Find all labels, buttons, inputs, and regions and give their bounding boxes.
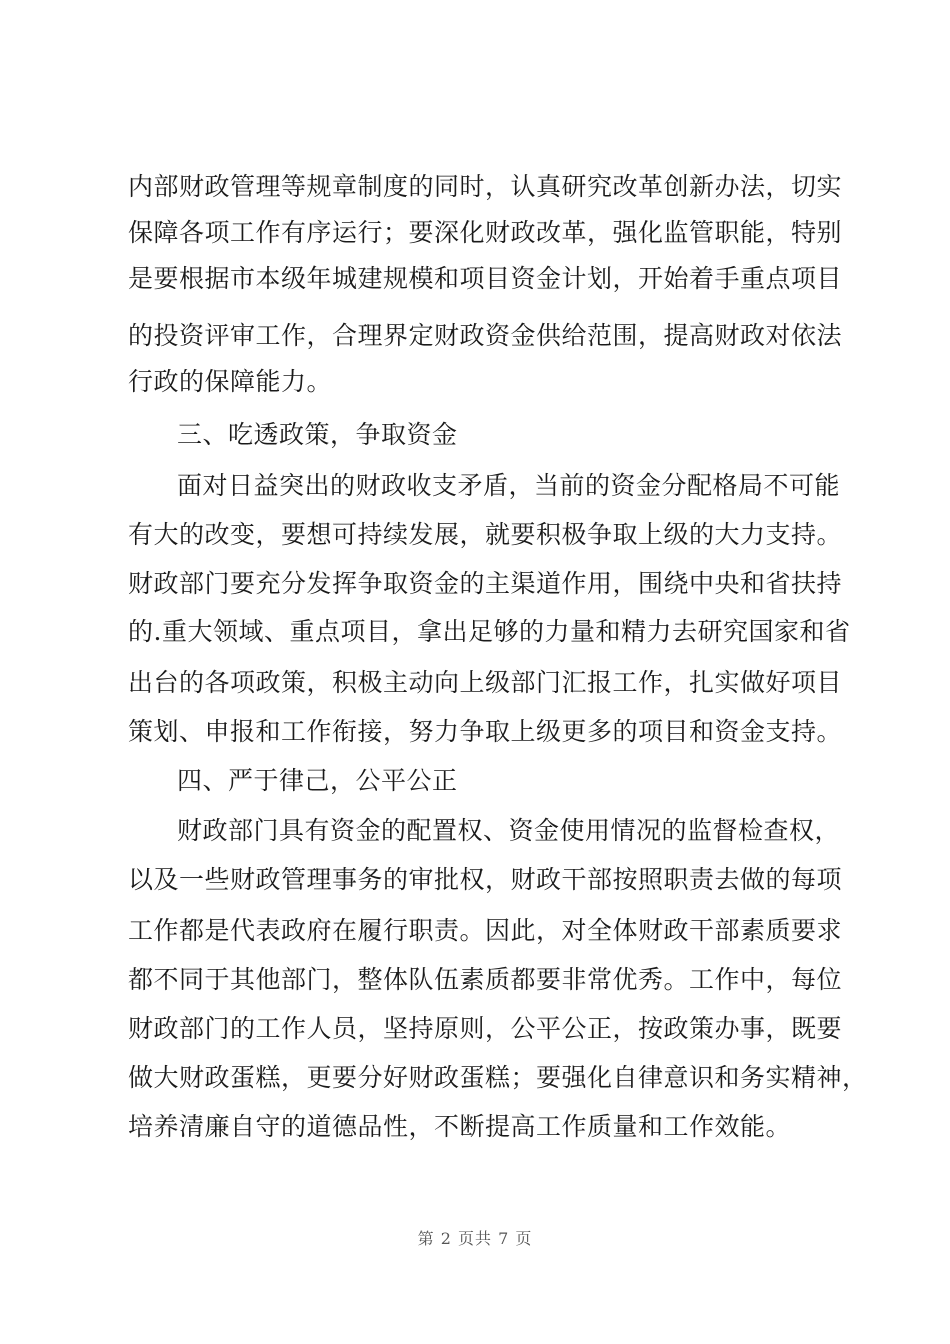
- paragraph-line: 面对日益突出的财政收支矛盾，当前的资金分配格局不可能: [177, 471, 841, 500]
- paragraph-line: 内部财政管理等规章制度的同时，认真研究改革创新办法，切实: [128, 172, 843, 201]
- paragraph-line: 财政部门的工作人员，坚持原则，公平公正，按政策办事，既要: [128, 1014, 843, 1043]
- paragraph-line: 行政的保障能力。: [128, 367, 333, 396]
- page-number-footer: 第 2 页共 7 页: [417, 1229, 533, 1248]
- paragraph-line: 财政部门要充分发挥争取资金的主渠道作用，围绕中央和省扶持: [128, 569, 843, 598]
- paragraph-line: 的.重大领域、重点项目，拿出足够的力量和精力去研究国家和省: [128, 617, 851, 646]
- paragraph-line: 策划、申报和工作衔接，努力争取上级更多的项目和资金支持。: [128, 717, 843, 746]
- paragraph-line: 工作都是代表政府在履行职责。因此，对全体财政干部素质要求: [128, 916, 843, 945]
- paragraph-line: 以及一些财政管理事务的审批权，财政干部按照职责去做的每项: [128, 865, 843, 894]
- paragraph-line: 的投资评审工作，合理界定财政资金供给范围，提高财政对依法: [128, 321, 843, 350]
- section-heading-4: 四、严于律己，公平公正: [177, 766, 458, 795]
- paragraph-line: 财政部门具有资金的配置权、资金使用情况的监督检查权，: [177, 816, 841, 845]
- paragraph-line: 有大的改变，要想可持续发展，就要积极争取上级的大力支持。: [128, 520, 843, 549]
- paragraph-line: 做大财政蛋糕，更要分好财政蛋糕；要强化自律意识和务实精神，: [128, 1063, 868, 1092]
- paragraph-line: 都不同于其他部门，整体队伍素质都要非常优秀。工作中，每位: [128, 965, 843, 994]
- paragraph-line: 是要根据市本级年城建规模和项目资金计划，开始着手重点项目: [128, 264, 843, 293]
- paragraph-line: 培养清廉自守的道德品性，不断提高工作质量和工作效能。: [128, 1112, 792, 1141]
- section-heading-3: 三、吃透政策，争取资金: [177, 420, 458, 449]
- paragraph-line: 出台的各项政策，积极主动向上级部门汇报工作，扎实做好项目: [128, 668, 843, 697]
- paragraph-line: 保障各项工作有序运行；要深化财政改革，强化监管职能，特别: [128, 218, 843, 247]
